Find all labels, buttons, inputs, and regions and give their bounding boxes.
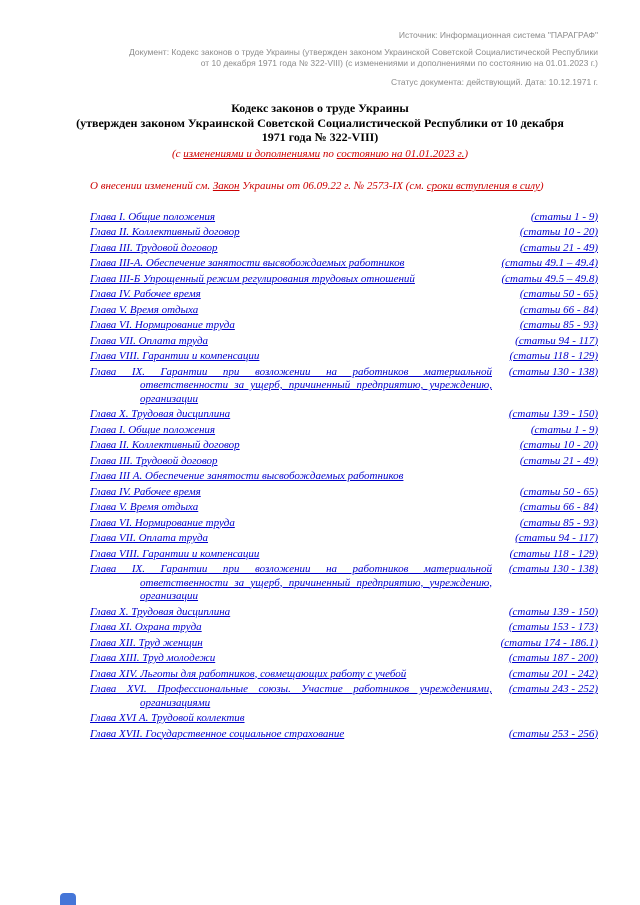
toc-row [90, 486, 598, 500]
toc-item-articles[interactable]: (статьи 130 - 138) [508, 365, 598, 378]
toc-item-articles[interactable]: (статьи 187 - 200) [508, 652, 598, 664]
toc-row [90, 424, 598, 438]
toc-item-link[interactable]: Глава XI. Охрана труда [90, 621, 202, 633]
notice-link-law[interactable]: Закон [212, 180, 240, 192]
toc-item-articles[interactable]: (статьи 50 - 65) [519, 288, 598, 300]
toc-item-articles[interactable]: (статьи 10 - 20) [519, 226, 598, 238]
amendment-link-changes[interactable]: изменениями и дополнениями [183, 147, 321, 160]
toc-item-articles[interactable]: (статьи 118 - 129) [509, 547, 598, 560]
toc-item-link[interactable]: Глава VI. Нормирование труда [90, 516, 235, 529]
toc-item-articles[interactable]: (статьи 10 - 20) [519, 439, 598, 451]
toc-item-link[interactable]: Глава XII. Труд женщин [90, 636, 203, 649]
toc-item-link[interactable]: Глава IX. Гарантии при возложении на работников материальной ответственности за ущерб, причиненный предприятию, учреждению, организации [90, 563, 492, 602]
toc-item-link[interactable]: Глава II. Коллективный договор [90, 439, 240, 451]
toc-row [90, 652, 598, 666]
toc-row [90, 439, 598, 453]
toc-item-link[interactable]: Глава X. Трудовая дисциплина [90, 408, 231, 420]
toc-item-link[interactable]: Глава I. Общие положения [90, 423, 216, 436]
toc-row [90, 257, 598, 271]
toc-item-link[interactable]: Глава III. Трудовой договор [90, 454, 218, 467]
notice-text: О внесении изменений см. [90, 180, 213, 192]
toc-list [90, 211, 598, 742]
toc-row [90, 563, 598, 604]
toc-item-articles[interactable]: (статьи 139 - 150) [508, 605, 598, 618]
amendment-text-end: ) [464, 147, 469, 160]
toc-row [90, 517, 598, 531]
toc-item-articles[interactable]: (статьи 85 - 93) [519, 319, 598, 331]
toc-item-link[interactable]: Глава II. Коллективный договор [90, 226, 240, 238]
toc-item-articles[interactable]: (статьи 66 - 84) [519, 303, 598, 316]
toc-item-articles[interactable]: (статьи 253 - 256) [508, 727, 598, 740]
toc-row [90, 728, 598, 742]
toc-item-articles[interactable]: (статьи 201 - 242) [508, 667, 598, 680]
toc-item-articles[interactable]: (статьи 139 - 150) [508, 408, 598, 420]
document-title-line2: (утвержден законом Украинской Советской Социалистической Республики от 10 декабря 1971 года № 322-VIII) [76, 115, 564, 144]
toc-row [90, 683, 598, 710]
toc-item-link[interactable]: Глава XVII. Государственное социальное страхование [90, 727, 345, 740]
toc-item-link[interactable]: Глава I. Общие положения [90, 210, 216, 223]
toc-item-link[interactable]: Глава III А. Обеспечение занятости высвобождаемых работников [90, 470, 404, 482]
toc-item-articles[interactable]: (статьи 66 - 84) [519, 501, 598, 513]
toc-item-articles[interactable]: (статьи 21 - 49) [519, 241, 598, 254]
document-title-line1: Кодекс законов о труде Украины [231, 101, 409, 115]
toc-row [90, 712, 598, 726]
amendment-text: (с [171, 147, 184, 160]
toc-item-articles[interactable]: (статьи 85 - 93) [519, 516, 598, 529]
toc-item-link[interactable]: Глава VIII. Гарантии и компенсации [90, 547, 260, 560]
toc-item-articles[interactable]: (статьи 118 - 129) [509, 350, 598, 362]
toc-row [90, 501, 598, 515]
toc-row [90, 470, 598, 484]
toc-item-articles[interactable]: (статьи 153 - 173) [508, 621, 598, 633]
toc-row [90, 621, 598, 635]
amendment-text-mid: по [320, 147, 337, 160]
toc-item-link[interactable]: Глава VII. Оплата труда [90, 532, 209, 544]
toc-row [90, 211, 598, 225]
toc-row [90, 242, 598, 256]
amendment-link-date[interactable]: состоянию на 01.01.2023 г. [336, 147, 465, 160]
toc-row [90, 668, 598, 682]
toc-row [90, 226, 598, 240]
toc-item-articles[interactable]: (статьи 94 - 117) [515, 532, 598, 544]
toc-row [90, 335, 598, 349]
toc-item-link[interactable]: Глава XIII. Труд молодежи [90, 652, 216, 664]
toc-item-link[interactable]: Глава XIV. Льготы для работников, совмещающих работу с учебой [90, 667, 407, 680]
toc-item-link[interactable]: Глава V. Время отдыха [90, 501, 199, 513]
toc-row [90, 319, 598, 333]
toc-item-articles[interactable]: (статьи 1 - 9) [530, 210, 598, 223]
toc-item-link[interactable]: Глава III-А. Обеспечение занятости высвобождаемых работников [90, 257, 405, 269]
meta-document-line: Документ: Кодекс законов о труде Украины (утвержден законом Украинской Советской Социалистической Республики от 10 декабря 1971 года № 322-VIII) (с изменениями и дополнениями по состоянию на 01.01.2023 г.) [128, 46, 598, 68]
toc-row [90, 288, 598, 302]
toc-item-articles[interactable]: (статьи 21 - 49) [519, 454, 598, 467]
toc-row [90, 408, 598, 422]
toc-item-articles[interactable]: (статьи 49.5 – 49.8) [501, 272, 598, 285]
floating-button-fragment[interactable] [60, 893, 76, 905]
toc-item-link[interactable]: Глава XVI. Профессиональные союзы. Участие работников учреждениями, организациями [90, 683, 492, 709]
toc-item-link[interactable]: Глава IX. Гарантии при возложении на работников материальной ответственности за ущерб, причиненный предприятию, учреждению, организации [90, 365, 492, 405]
toc-item-link[interactable]: Глава III. Трудовой договор [90, 241, 218, 254]
toc-item-link[interactable]: Глава VIII. Гарантии и компенсации [90, 350, 260, 362]
toc-item-articles[interactable]: (статьи 1 - 9) [530, 423, 598, 436]
toc-item-articles[interactable]: (статьи 130 - 138) [508, 563, 598, 575]
toc-row [90, 548, 598, 562]
toc-row [90, 532, 598, 546]
toc-row [90, 606, 598, 620]
toc-item-articles[interactable]: (статьи 174 - 186.1) [500, 636, 598, 649]
toc-item-link[interactable]: Глава III-Б Упрощенный режим регулирования трудовых отношений [90, 272, 415, 285]
amendment-note [42, 148, 598, 162]
document-title [42, 101, 598, 145]
toc-row [90, 455, 598, 469]
toc-row [90, 366, 598, 407]
toc-item-articles[interactable]: (статьи 49.1 – 49.4) [501, 257, 598, 269]
toc-item-link[interactable]: Глава IV. Рабочее время [90, 288, 201, 300]
toc-item-link[interactable]: Глава IV. Рабочее время [90, 485, 201, 498]
toc-item-link[interactable]: Глава V. Время отдыха [90, 303, 199, 316]
meta-source-line: Источник: Информационная система "ПАРАГРАФ" [398, 30, 598, 40]
changes-notice [90, 180, 598, 194]
toc-item-articles[interactable]: (статьи 94 - 117) [515, 334, 598, 347]
toc-item-link[interactable]: Глава VII. Оплата труда [90, 334, 209, 347]
toc-item-articles[interactable]: (статьи 50 - 65) [519, 485, 598, 498]
toc-item-articles[interactable]: (статьи 243 - 252) [508, 683, 598, 695]
notice-link-terms[interactable]: сроки вступления в силу [426, 180, 540, 192]
notice-text-end: ) [539, 180, 544, 192]
meta-status-line: Статус документа: действующий. Дата: 10.12.1971 г. [390, 76, 598, 87]
toc-item-link[interactable]: Глава VI. Нормирование труда [90, 319, 235, 331]
toc-row [90, 637, 598, 651]
toc-item-link[interactable]: Глава XVI А. Трудовой коллектив [90, 712, 245, 724]
notice-text-mid: Украины от 06.09.22 г. № 2573-IX (см. [239, 180, 427, 192]
meta-header [42, 30, 598, 88]
toc-row [90, 304, 598, 318]
toc-row [90, 273, 598, 287]
toc-row [90, 350, 598, 364]
toc-item-link[interactable]: Глава X. Трудовая дисциплина [90, 605, 231, 618]
